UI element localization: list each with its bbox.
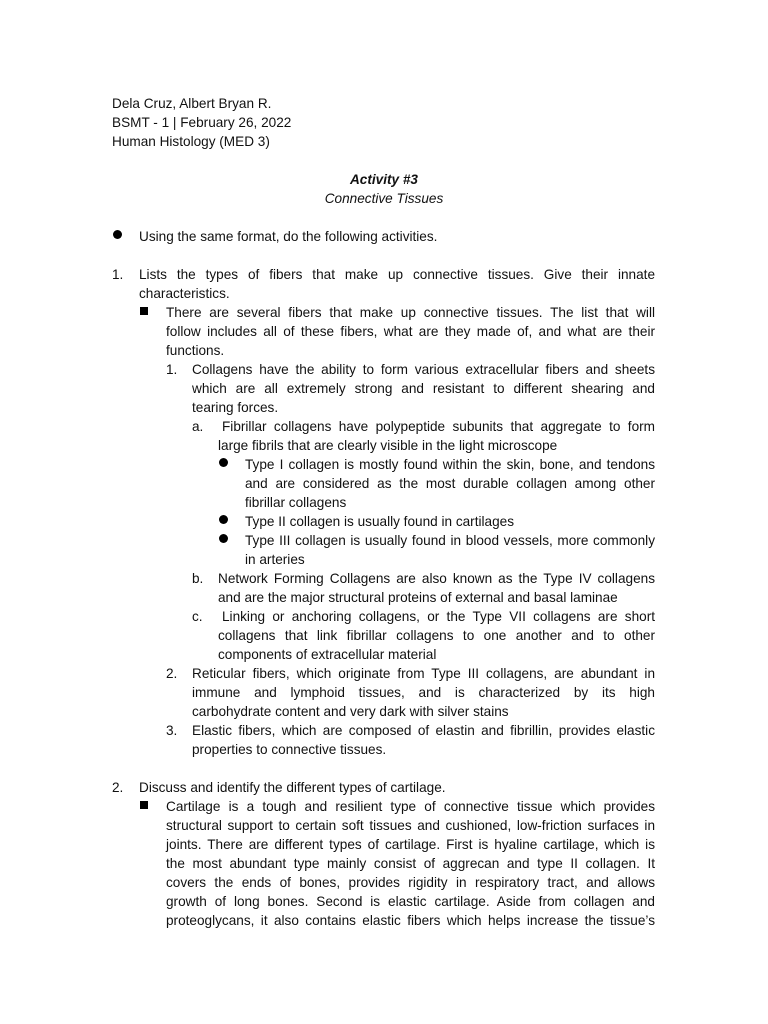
question-1-line: Lists the types of fibers that make up connective tissues. Give their innate [139,267,655,282]
cartilage-line: proteoglycans, it also contains elastic fibers which helps increase the tissue’s [166,913,655,928]
answer-intro-line: follow includes all of these fibers, what are they made of, and what are their [166,324,655,339]
type-1-line: and are considered as the most durable collagen among other [245,476,655,491]
fibrillar-line: large fibrils that are clearly visible in the light microscope [218,438,558,453]
list-letter: c. [192,609,203,624]
type-3-line: Type III collagen is usually found in blood vessels, more commonly [245,533,655,548]
anchoring-line: collagens that link fibrillar collagens to one another and to other [218,628,655,643]
collagen-line: which are all extremely strong and resistant to different shearing and [192,381,655,396]
type-2-line: Type II collagen is usually found in cartilages [245,514,515,529]
elastic-line: Elastic fibers, which are composed of elastin and fibrillin, provides elastic [192,723,655,738]
cartilage-line: covers the ends of bones, provides rigidity in respiratory tract, and allows [166,875,655,890]
type-1-line: fibrillar collagens [245,495,347,510]
list-number: 3. [166,723,178,738]
section-and-date: BSMT - 1 | February 26, 2022 [112,115,292,130]
bullet-square-icon [140,307,148,315]
question-2-text: Discuss and identify the different types of cartilage. [139,780,446,795]
cartilage-line: the most abundant type mainly consist of aggrecan and type II collagen. It [166,856,655,871]
cartilage-line: Cartilage is a tough and resilient type of connective tissue which provides [166,799,655,814]
network-line: Network Forming Collagens are also known as the Type IV collagens [218,571,655,586]
type-1-line: Type I collagen is mostly found within the skin, bone, and tendons [245,457,655,472]
answer-intro-line: There are several fibers that make up connective tissues. The list that will [166,305,655,320]
cartilage-line: growth of long bones. Second is elastic cartilage. Aside from collagen and [166,894,655,909]
fibrillar-line: Fibrillar collagens have polypeptide subunits that aggregate to form [222,419,655,434]
bullet-square-icon [140,801,148,809]
anchoring-line: components of extracellular material [218,647,437,662]
course-name: Human Histology (MED 3) [112,134,270,149]
list-number: 2. [166,666,178,681]
question-number: 1. [112,267,124,282]
question-1-line: characteristics. [139,286,230,301]
type-3-line: in arteries [245,552,305,567]
list-letter: b. [192,571,204,586]
answer-intro-line: functions. [166,343,225,358]
reticular-line: immune and lymphoid tissues, and is characterized by its high [192,685,655,700]
student-name: Dela Cruz, Albert Bryan R. [112,96,272,111]
list-letter: a. [192,419,204,434]
anchoring-line: Linking or anchoring collagens, or the Type VII collagens are short [222,609,655,624]
elastic-line: properties to connective tissues. [192,742,387,757]
bullet-dot-icon [219,534,228,543]
activity-subtitle: Connective Tissues [324,191,444,206]
cartilage-line: joints. There are different types of cartilage. First is hyaline cartilage, which is [166,837,655,852]
instruction-text: Using the same format, do the following activities. [139,229,438,244]
activity-title: Activity #3 [349,172,418,187]
bullet-dot-icon [219,458,228,467]
reticular-line: Reticular fibers, which originate from Type III collagens, are abundant in [192,666,655,681]
network-line: and are the major structural proteins of external and basal laminae [218,590,618,605]
collagen-line: tearing forces. [192,400,279,415]
list-number: 1. [166,362,178,377]
collagen-line: Collagens have the ability to form various extracellular fibers and sheets [192,362,655,377]
reticular-line: carbohydrate content and very dark with silver stains [192,704,509,719]
bullet-dot-icon [113,230,122,239]
question-number: 2. [112,780,124,795]
bullet-dot-icon [219,515,228,524]
cartilage-line: structural support to certain soft tissues and cushioned, low-friction surfaces in [166,818,655,833]
